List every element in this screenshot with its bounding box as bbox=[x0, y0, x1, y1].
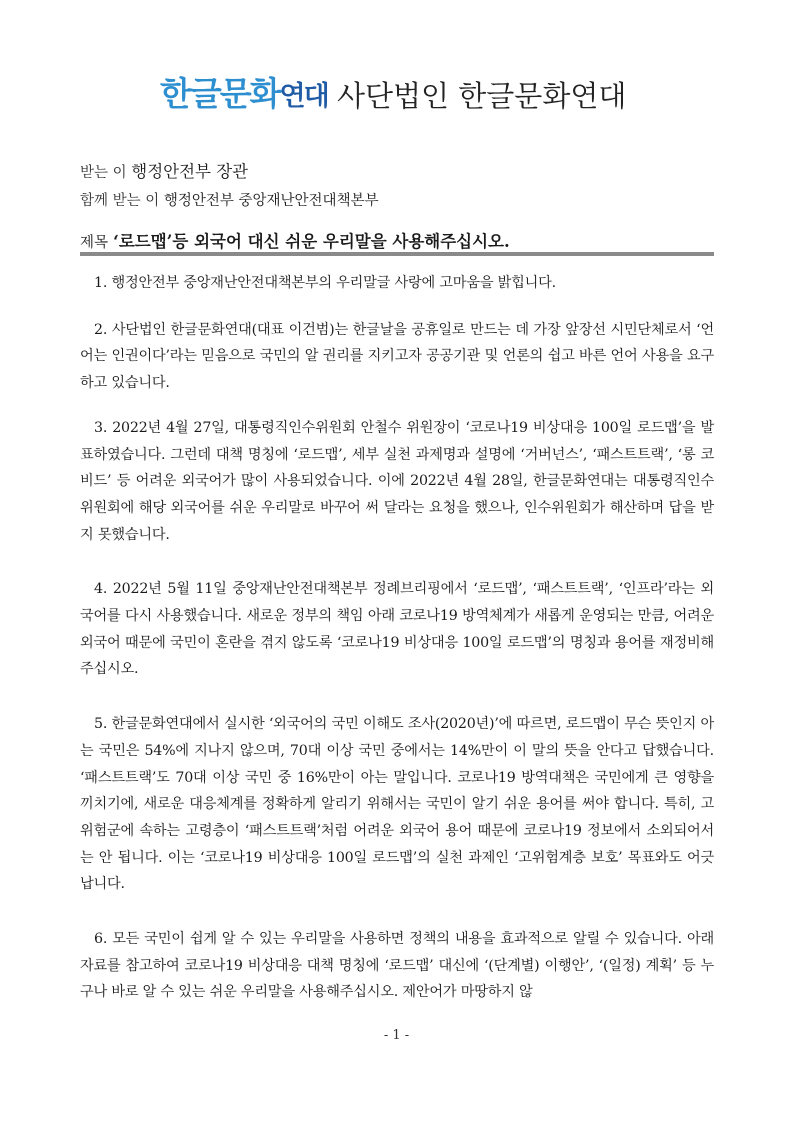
subject-label: 제목 bbox=[80, 235, 109, 251]
logo-text-suffix: 연대 bbox=[279, 81, 328, 112]
to-label: 받는 이 bbox=[80, 165, 127, 181]
cc-label: 함께 받는 이 bbox=[80, 193, 160, 209]
subject-line bbox=[80, 228, 720, 252]
subject-text: ‘로드맵’등 외국어 대신 쉬운 우리말을 사용해주십시오. bbox=[113, 232, 510, 251]
to-line bbox=[80, 158, 720, 187]
logo-text-main: 한글문화 bbox=[160, 74, 280, 113]
letter-body bbox=[80, 268, 714, 1006]
letterhead bbox=[160, 72, 680, 122]
organization-logo bbox=[160, 74, 328, 117]
paragraph-2: 2. 사단법인 한글문화연대(대표 이건범)는 한글날을 공휴일로 만드는 데 가장 앞장선 시민단체로서 ‘언어는 인권이다’라는 믿음으로 국민의 알 권리를 지키고자 공공기관 및 언론의 쉽고 바른 언어 사용을 요구하고 있습니다. bbox=[80, 321, 714, 392]
paragraph-6: 6. 모든 국민이 쉽게 알 수 있는 우리말을 사용하면 정책의 내용을 효과적으로 알릴 수 있습니다. 아래 자료를 참고하여 코로나19 비상대응 대책 명칭에 ‘로드맵’ 대신에 ‘(단계별) 이행안’, ‘(일정) 계획’ 등 누구나 바로 알 수 있는 쉬운 우리말을 사용해주십시오. 제안어가 마땅하지 않 bbox=[80, 931, 714, 1001]
paragraph-1: 1. 행정안전부 중앙재난안전대책본부의 우리말글 사랑에 고마움을 밝힙니다. bbox=[94, 275, 556, 291]
cc-value: 행정안전부 중앙재난안전대책본부 bbox=[163, 193, 379, 209]
cc-line bbox=[80, 187, 720, 215]
organization-name: 사단법인 한글문화연대 bbox=[337, 79, 627, 113]
paragraph-3: 3. 2022년 4월 27일, 대통령직인수위원회 안철수 위원장이 ‘코로나19 비상대응 100일 로드맵’을 발표하였습니다. 그런데 대책 명칭에 ‘로드맵’, 세부 실천 과제명과 설명에 ‘거버넌스’, ‘패스트트랙’, ‘롱 코비드’ 등 어려운 외국어가 많이 사용되었습니다. 이에 2022년 4월 28일, 한글문화연대는 대통령직인수위원회에 해당 외국어를 쉬운 우리말로 바꾸어 써 달라는 요청을 했으나, 인수위원회가 해산하며 답을 받지 못했습니다. bbox=[80, 419, 714, 543]
recipients-block bbox=[80, 158, 720, 215]
to-value: 행정안전부 장관 bbox=[131, 162, 249, 181]
page-number: - 1 - bbox=[383, 1028, 410, 1043]
paragraph-4: 4. 2022년 5월 11일 중앙재난안전대책본부 정례브리핑에서 ‘로드맵’, ‘패스트트랙’, ‘인프라’라는 외국어를 다시 사용했습니다. 새로운 정부의 책임 아래 코로나19 방역체계가 새롭게 운영되는 만큼, 어려운 외국어 때문에 국민이 혼란을 겪지 않도록 ‘코로나19 비상대응 100일 로드맵’의 명칭과 용어를 재정비해주십시오. bbox=[80, 581, 714, 678]
paragraph-5: 5. 한글문화연대에서 실시한 ‘외국어의 국민 이해도 조사(2020년)’에 따르면, 로드맵이 무슨 뜻인지 아는 국민은 54%에 지나지 않으며, 70대 이상 국민 중에서는 14%만이 이 말의 뜻을 안다고 답했습니다. ‘패스트트랙’도 70대 이상 국민 중 16%만이 아는 말입니다. 코로나19 방역대책은 국민에게 큰 영향을 끼치기에, 새로운 대응체계를 정확하게 알리기 위해서는 국민이 알기 쉬운 용어를 써야 합니다. 특히, 고위험군에 속하는 고령층이 ‘패스트트랙’처럼 어려운 외국어 용어 때문에 코로나19 정보에서 소외되어서는 안 됩니다. 이는 ‘코로나19 비상대응 100일 로드맵’의 실천 과제인 ‘고위험계층 보호’ 목표와도 어긋납니다. bbox=[80, 716, 714, 893]
divider bbox=[80, 252, 714, 256]
